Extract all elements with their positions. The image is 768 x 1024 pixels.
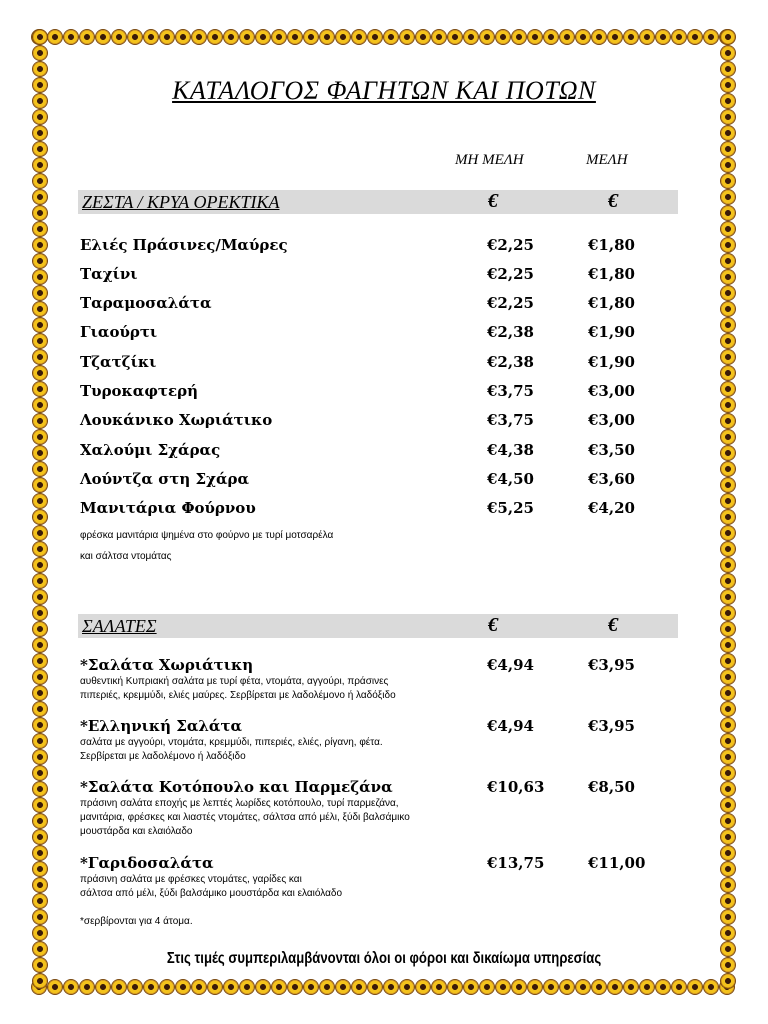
currency-symbol-non-members: € — [488, 614, 498, 636]
sunflower-icon — [721, 974, 735, 988]
menu-item-name: Γιαούρτι — [80, 323, 158, 341]
sunflower-icon — [33, 190, 47, 204]
menu-item-row — [80, 265, 680, 287]
sunflower-icon — [721, 46, 735, 60]
sunflower-icon — [624, 30, 638, 44]
price-non-member: €3,75 — [487, 411, 534, 429]
sunflower-icon — [688, 980, 702, 994]
sunflower-icon — [33, 126, 47, 140]
sunflower-icon — [33, 846, 47, 860]
salad-description-line: σάλτσα από μέλι, ξύδι βαλσάμικο μουστάρδα και ελαιόλαδο — [80, 888, 343, 899]
taxes-included-notice: Στις τιμές συμπεριλαμβάνονται όλοι οι φόροι και δικαίωμα υπηρεσίας — [166, 950, 602, 967]
salad-name: *Γαριδοσαλάτα — [80, 854, 214, 872]
menu-item-row — [80, 236, 680, 258]
sunflower-icon — [33, 270, 47, 284]
sunflower-icon — [128, 30, 142, 44]
sunflower-icon — [64, 30, 78, 44]
sunflower-icon — [33, 382, 47, 396]
sunflower-icon — [304, 980, 318, 994]
price-member: €8,50 — [588, 778, 635, 796]
sunflower-icon — [33, 206, 47, 220]
sunflower-icon — [33, 958, 47, 972]
sunflower-icon — [416, 980, 430, 994]
sunflower-icon — [721, 222, 735, 236]
price-member: €3,50 — [588, 441, 635, 459]
sunflower-icon — [64, 980, 78, 994]
sunflower-icon — [721, 334, 735, 348]
menu-item-row — [80, 294, 680, 316]
sunflower-icon — [721, 158, 735, 172]
sunflower-icon — [721, 558, 735, 572]
sunflower-icon — [336, 980, 350, 994]
menu-item-row — [80, 323, 680, 345]
sunflower-icon — [33, 750, 47, 764]
sunflower-icon — [33, 62, 47, 76]
sunflower-icon — [33, 142, 47, 156]
salads-section-header — [78, 614, 678, 638]
salad-description-line: σαλάτα με αγγούρι, ντομάτα, κρεμμύδι, πιπεριές, ελιές, ρίγανη, φέτα. — [80, 737, 383, 748]
price-member: €3,95 — [588, 717, 635, 735]
price-member: €3,00 — [588, 382, 635, 400]
sunflower-icon — [33, 430, 47, 444]
sunflower-icon — [721, 606, 735, 620]
sunflower-icon — [192, 30, 206, 44]
sunflower-icon — [721, 750, 735, 764]
sunflower-icon — [336, 30, 350, 44]
sunflower-icon — [33, 494, 47, 508]
sunflower-icon — [721, 510, 735, 524]
price-non-member: €10,63 — [487, 778, 545, 796]
sunflower-icon — [432, 980, 446, 994]
menu-item-row — [80, 499, 680, 521]
sunflower-icon — [33, 222, 47, 236]
salad-item — [80, 656, 680, 702]
sunflower-icon — [721, 574, 735, 588]
price-member: €1,80 — [588, 265, 635, 283]
sunflower-icon — [688, 30, 702, 44]
sunflower-icon — [33, 302, 47, 316]
menu-item-name: Ταραμοσαλάτα — [80, 294, 212, 312]
sunflower-icon — [512, 30, 526, 44]
sunflower-icon — [33, 254, 47, 268]
column-header-members: ΜΕΛΗ — [586, 152, 628, 168]
price-non-member: €2,25 — [487, 265, 534, 283]
sunflower-icon — [33, 542, 47, 556]
salad-item — [80, 717, 680, 763]
salad-description-line: αυθεντική Κυπριακή σαλάτα με τυρί φέτα, ντομάτα, αγγούρι, πράσινες — [80, 676, 389, 687]
sunflower-icon — [721, 30, 735, 44]
sunflower-icon — [224, 980, 238, 994]
sunflower-icon — [192, 980, 206, 994]
sunflower-icon — [464, 30, 478, 44]
sunflower-icon — [33, 398, 47, 412]
sunflower-icon — [33, 478, 47, 492]
sunflower-icon — [721, 654, 735, 668]
sunflower-icon — [416, 30, 430, 44]
sunflower-icon — [33, 702, 47, 716]
menu-item-row — [80, 353, 680, 375]
sunflower-icon — [721, 622, 735, 636]
sunflower-icon — [320, 980, 334, 994]
sunflower-icon — [721, 366, 735, 380]
sunflower-icon — [33, 782, 47, 796]
sunflower-icon — [80, 980, 94, 994]
price-non-member: €4,38 — [487, 441, 534, 459]
menu-item-row — [80, 470, 680, 492]
sunflower-icon — [721, 350, 735, 364]
price-member: €3,95 — [588, 656, 635, 674]
menu-item-name: Ελιές Πράσινες/Μαύρες — [80, 236, 288, 254]
sunflower-icon — [33, 174, 47, 188]
sunflower-icon — [33, 606, 47, 620]
menu-item-name: Λούντζα στη Σχάρα — [80, 470, 250, 488]
price-member: €11,00 — [588, 854, 646, 872]
sunflower-icon — [80, 30, 94, 44]
sunflower-icon — [33, 718, 47, 732]
price-non-member: €4,50 — [487, 470, 534, 488]
sunflower-icon — [721, 254, 735, 268]
sunflower-icon — [721, 478, 735, 492]
sunflower-icon — [721, 878, 735, 892]
sunflower-icon — [33, 350, 47, 364]
sunflower-icon — [33, 766, 47, 780]
price-member: €3,60 — [588, 470, 635, 488]
serves-four-footnote: *σερβίρονται για 4 άτομα. — [80, 916, 193, 927]
sunflower-icon — [33, 366, 47, 380]
salad-name: *Σαλάτα Χωριάτικη — [80, 656, 254, 674]
salad-description-line: μουστάρδα και ελαιόλαδο — [80, 826, 193, 837]
sunflower-icon — [721, 686, 735, 700]
sunflower-icon — [33, 30, 47, 44]
sunflower-icon — [721, 782, 735, 796]
sunflower-icon — [721, 286, 735, 300]
salad-name: *Σαλάτα Κοτόπουλο και Παρμεζάνα — [80, 778, 393, 796]
sunflower-icon — [721, 126, 735, 140]
sunflower-border-bottom — [30, 978, 738, 998]
sunflower-icon — [33, 654, 47, 668]
sunflower-icon — [33, 734, 47, 748]
sunflower-icon — [33, 638, 47, 652]
sunflower-icon — [400, 980, 414, 994]
appetizers-heading: ΖΕΣΤΑ / ΚΡΥΑ ΟΡΕΚΤΙΚΑ — [82, 192, 280, 212]
sunflower-icon — [33, 670, 47, 684]
sunflower-icon — [721, 526, 735, 540]
sunflower-icon — [320, 30, 334, 44]
sunflower-icon — [33, 622, 47, 636]
sunflower-icon — [272, 30, 286, 44]
sunflower-icon — [721, 382, 735, 396]
sunflower-icon — [33, 526, 47, 540]
sunflower-icon — [721, 206, 735, 220]
sunflower-icon — [640, 30, 654, 44]
sunflower-icon — [721, 702, 735, 716]
sunflower-icon — [672, 30, 686, 44]
sunflower-icon — [721, 62, 735, 76]
sunflower-icon — [464, 980, 478, 994]
price-member: €1,90 — [588, 323, 635, 341]
menu-item-name: Μανιτάρια Φούρνου — [80, 499, 256, 517]
sunflower-icon — [721, 670, 735, 684]
price-member: €3,00 — [588, 411, 635, 429]
sunflower-icon — [33, 158, 47, 172]
sunflower-icon — [721, 430, 735, 444]
sunflower-icon — [33, 894, 47, 908]
sunflower-icon — [721, 398, 735, 412]
sunflower-icon — [721, 718, 735, 732]
sunflower-icon — [721, 846, 735, 860]
sunflower-icon — [721, 238, 735, 252]
sunflower-icon — [624, 980, 638, 994]
sunflower-icon — [608, 980, 622, 994]
price-non-member: €4,94 — [487, 717, 534, 735]
sunflower-icon — [33, 414, 47, 428]
sunflower-icon — [33, 574, 47, 588]
sunflower-icon — [304, 30, 318, 44]
sunflower-icon — [33, 814, 47, 828]
menu-item-row — [80, 382, 680, 404]
sunflower-icon — [272, 980, 286, 994]
sunflower-icon — [160, 30, 174, 44]
sunflower-icon — [144, 980, 158, 994]
sunflower-icon — [640, 980, 654, 994]
column-header-non-members: ΜΗ ΜΕΛΗ — [455, 152, 524, 168]
sunflower-icon — [544, 30, 558, 44]
sunflower-icon — [721, 830, 735, 844]
sunflower-icon — [96, 30, 110, 44]
sunflower-icon — [33, 446, 47, 460]
sunflower-icon — [33, 558, 47, 572]
sunflower-icon — [480, 30, 494, 44]
sunflower-border-left — [30, 28, 50, 998]
sunflower-icon — [176, 30, 190, 44]
sunflower-icon — [33, 590, 47, 604]
sunflower-icon — [33, 798, 47, 812]
sunflower-icon — [721, 814, 735, 828]
sunflower-icon — [384, 30, 398, 44]
sunflower-icon — [33, 46, 47, 60]
sunflower-icon — [721, 958, 735, 972]
salad-item — [80, 778, 680, 838]
price-non-member: €2,38 — [487, 353, 534, 371]
sunflower-icon — [224, 30, 238, 44]
sunflower-icon — [33, 334, 47, 348]
sunflower-icon — [160, 980, 174, 994]
sunflower-icon — [496, 980, 510, 994]
price-non-member: €3,75 — [487, 382, 534, 400]
sunflower-icon — [721, 110, 735, 124]
sunflower-icon — [721, 734, 735, 748]
menu-item-name: Τζατζίκι — [80, 353, 157, 371]
sunflower-icon — [721, 318, 735, 332]
sunflower-icon — [480, 980, 494, 994]
sunflower-icon — [592, 30, 606, 44]
sunflower-icon — [672, 980, 686, 994]
sunflower-icon — [33, 862, 47, 876]
sunflower-icon — [448, 30, 462, 44]
price-non-member: €4,94 — [487, 656, 534, 674]
menu-item-name: Ταχίνι — [80, 265, 138, 283]
sunflower-icon — [721, 494, 735, 508]
salad-name: *Ελληνική Σαλάτα — [80, 717, 243, 735]
menu-title: ΚΑΤΑΛΟΓΟΣ ΦΑΓΗΤΩΝ ΚΑΙ ΠΟΤΩΝ — [172, 76, 596, 105]
salad-item — [80, 854, 680, 900]
sunflower-icon — [176, 980, 190, 994]
sunflower-icon — [368, 980, 382, 994]
sunflower-icon — [33, 926, 47, 940]
salad-description-line: πράσινη σαλάτα με φρέσκες ντομάτες, γαρίδες και — [80, 874, 302, 885]
sunflower-icon — [33, 238, 47, 252]
price-member: €1,80 — [588, 236, 635, 254]
price-non-member: €2,25 — [487, 294, 534, 312]
sunflower-icon — [721, 590, 735, 604]
sunflower-icon — [448, 980, 462, 994]
sunflower-icon — [656, 30, 670, 44]
menu-item-row — [80, 411, 680, 433]
sunflower-icon — [33, 974, 47, 988]
price-member: €1,90 — [588, 353, 635, 371]
sunflower-icon — [33, 686, 47, 700]
sunflower-icon — [240, 30, 254, 44]
sunflower-icon — [33, 830, 47, 844]
sunflower-icon — [144, 30, 158, 44]
price-non-member: €2,25 — [487, 236, 534, 254]
price-non-member: €13,75 — [487, 854, 545, 872]
price-member: €4,20 — [588, 499, 635, 517]
salad-description-line: πιπεριές, κρεμμύδι, ελιές μαύρες. Σερβίρεται με λαδολέμονο ή λαδόξιδο — [80, 690, 396, 701]
sunflower-icon — [432, 30, 446, 44]
sunflower-icon — [721, 926, 735, 940]
salad-description-line: μανιτάρια, φρέσκες και λιαστές ντομάτες, σάλτσα από μέλι, ξύδι βαλσάμικο — [80, 812, 410, 823]
menu-item-name: Χαλούμι Σχάρας — [80, 441, 221, 459]
sunflower-icon — [288, 980, 302, 994]
sunflower-border-right — [718, 28, 738, 998]
sunflower-icon — [721, 894, 735, 908]
sunflower-icon — [33, 318, 47, 332]
sunflower-icon — [240, 980, 254, 994]
currency-symbol-members: € — [608, 190, 618, 212]
sunflower-icon — [544, 980, 558, 994]
sunflower-icon — [576, 980, 590, 994]
price-member: €1,80 — [588, 294, 635, 312]
sunflower-icon — [33, 286, 47, 300]
sunflower-icon — [721, 766, 735, 780]
mushroom-description-line-1: φρέσκα μανιτάρια ψημένα στο φούρνο με τυρί μοτσαρέλα — [80, 530, 334, 541]
sunflower-icon — [721, 798, 735, 812]
sunflower-icon — [704, 980, 718, 994]
sunflower-icon — [208, 30, 222, 44]
price-non-member: €2,38 — [487, 323, 534, 341]
sunflower-icon — [721, 446, 735, 460]
salad-description-line: πράσινη σαλάτα εποχής με λεπτές λωρίδες κοτόπουλο, τυρί παρμεζάνα, — [80, 798, 399, 809]
sunflower-icon — [721, 542, 735, 556]
menu-item-row — [80, 441, 680, 463]
sunflower-icon — [256, 30, 270, 44]
salads-heading: ΣΑΛΑΤΕΣ — [82, 616, 157, 636]
currency-symbol-members: € — [608, 614, 618, 636]
sunflower-icon — [128, 980, 142, 994]
sunflower-icon — [384, 980, 398, 994]
sunflower-icon — [96, 980, 110, 994]
sunflower-icon — [528, 30, 542, 44]
sunflower-icon — [33, 110, 47, 124]
sunflower-icon — [512, 980, 526, 994]
sunflower-icon — [608, 30, 622, 44]
sunflower-icon — [33, 942, 47, 956]
sunflower-icon — [33, 462, 47, 476]
sunflower-icon — [48, 980, 62, 994]
sunflower-icon — [33, 910, 47, 924]
sunflower-icon — [496, 30, 510, 44]
sunflower-icon — [112, 30, 126, 44]
sunflower-icon — [560, 980, 574, 994]
sunflower-icon — [112, 980, 126, 994]
sunflower-icon — [721, 174, 735, 188]
sunflower-icon — [352, 30, 366, 44]
sunflower-icon — [368, 30, 382, 44]
sunflower-icon — [352, 980, 366, 994]
menu-item-name: Τυροκαφτερή — [80, 382, 199, 400]
sunflower-icon — [704, 30, 718, 44]
sunflower-icon — [721, 910, 735, 924]
sunflower-icon — [33, 878, 47, 892]
salad-description-line: Σερβίρεται με λαδολέμονο ή λαδόξιδο — [80, 751, 246, 762]
sunflower-icon — [721, 462, 735, 476]
sunflower-icon — [33, 510, 47, 524]
sunflower-icon — [656, 980, 670, 994]
sunflower-icon — [560, 30, 574, 44]
sunflower-icon — [576, 30, 590, 44]
sunflower-border-top — [30, 28, 738, 48]
sunflower-icon — [721, 302, 735, 316]
sunflower-icon — [592, 980, 606, 994]
sunflower-icon — [721, 638, 735, 652]
sunflower-icon — [721, 414, 735, 428]
sunflower-icon — [721, 142, 735, 156]
menu-item-name: Λουκάνικο Χωριάτικο — [80, 411, 273, 429]
price-non-member: €5,25 — [487, 499, 534, 517]
sunflower-icon — [528, 980, 542, 994]
sunflower-icon — [721, 942, 735, 956]
mushroom-description-line-2: και σάλτσα ντομάτας — [80, 551, 172, 562]
sunflower-icon — [256, 980, 270, 994]
sunflower-icon — [208, 980, 222, 994]
currency-symbol-non-members: € — [488, 190, 498, 212]
appetizers-section-header — [78, 190, 678, 214]
sunflower-icon — [288, 30, 302, 44]
sunflower-icon — [400, 30, 414, 44]
sunflower-icon — [48, 30, 62, 44]
sunflower-icon — [721, 270, 735, 284]
sunflower-icon — [721, 190, 735, 204]
sunflower-icon — [721, 862, 735, 876]
